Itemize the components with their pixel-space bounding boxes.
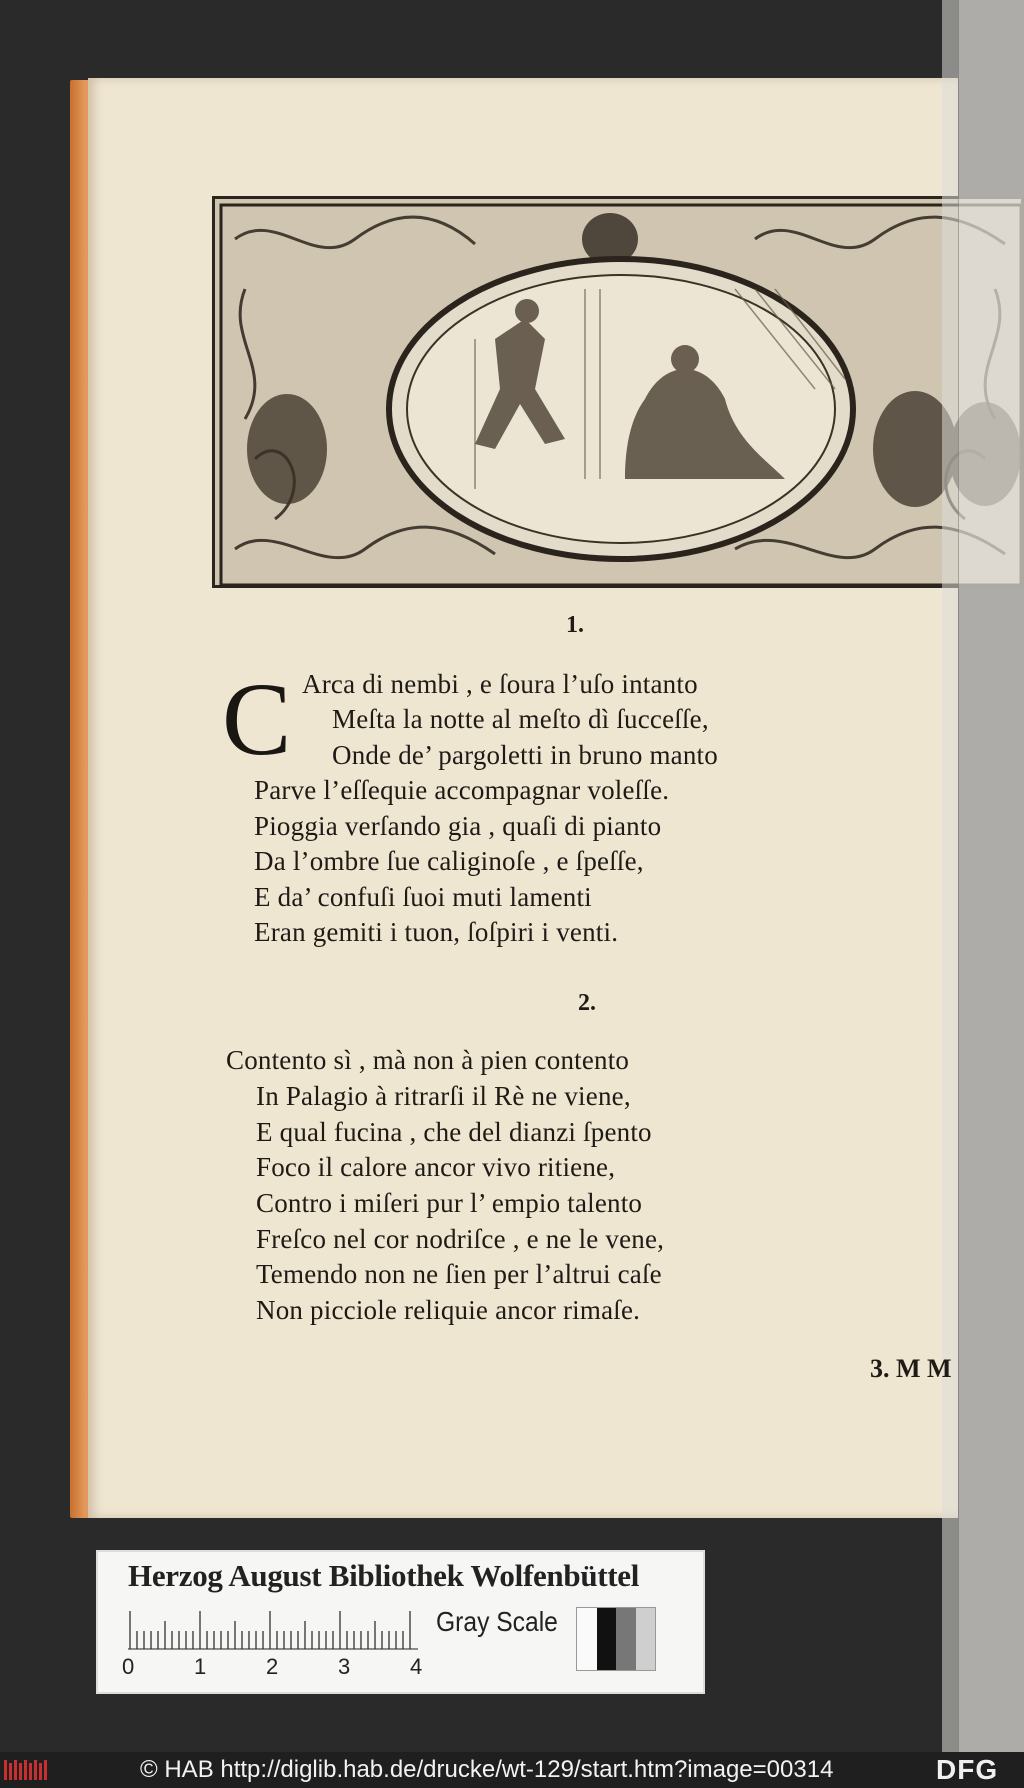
verse-line: Arca di nembi , e ſoura l’uſo intanto <box>302 669 698 699</box>
ruler-numbers <box>122 1654 442 1684</box>
drop-cap: C <box>222 662 292 777</box>
footer-copyright-link[interactable]: © HAB http://diglib.hab.de/drucke/wt-129/start.htm?image=00314 <box>140 1756 834 1783</box>
verse-line: Contro i miſeri pur l’ empio talento <box>256 1188 643 1218</box>
verse-line: Da l’ombre ſue caliginoſe , e ſpeſſe, <box>254 846 644 876</box>
ruler-scale <box>128 1610 418 1650</box>
hab-logo-icon <box>4 1758 48 1782</box>
dfg-logo: DFG <box>936 1754 999 1785</box>
color-reference-card <box>98 1552 703 1692</box>
verse-line: Freſco nel cor nodriſce , e ne le vene, <box>256 1224 665 1254</box>
verse-line: Onde de’ pargoletti in bruno manto <box>332 740 718 770</box>
verse-line: Eran gemiti i tuon, ſoſpiri i venti. <box>254 917 619 947</box>
gray-scale-label: Gray Scale <box>436 1606 558 1637</box>
verse-line: Pioggia verſando gia , quaſi di pianto <box>254 811 662 841</box>
catchword-signature: 3. M M <box>870 1354 952 1383</box>
engraved-headpiece <box>212 196 1024 588</box>
engraving-illustration <box>215 199 1024 588</box>
gray-scale-swatch <box>576 1607 656 1671</box>
ruler-number: 3 <box>338 1654 351 1679</box>
verse-line: Foco il calore ancor vivo ritiene, <box>256 1152 616 1182</box>
ruler-number: 2 <box>266 1654 279 1679</box>
verse-line: E qual fucina , che del dianzi ſpento <box>256 1117 652 1147</box>
stanza-number: 1. <box>566 612 584 638</box>
verse-line: Temendo non ne ſien per l’altrui caſe <box>256 1259 662 1289</box>
verse-line: In Palagio à ritrarſi il Rè ne viene, <box>256 1081 631 1111</box>
verse-line: Contento sì , mà non à pien contento <box>226 1045 630 1075</box>
footer-bar <box>0 1752 1024 1788</box>
ruler-number: 0 <box>122 1654 135 1679</box>
verse-line: Non picciole reliquie ancor rimaſe. <box>256 1295 641 1325</box>
ruler-number: 1 <box>194 1654 207 1679</box>
ruler-number: 4 <box>410 1654 423 1679</box>
transparent-overlay-edge <box>958 0 1024 1752</box>
verse-line: Meſta la notte al meſto dì ſucceſſe, <box>332 704 709 734</box>
card-title: Herzog August Bibliothek Wolfenbüttel <box>128 1558 640 1593</box>
stanza-number: 2. <box>578 990 596 1016</box>
verse-line: E da’ confuſi ſuoi muti lamenti <box>254 882 592 912</box>
verse-line: Parve l’eſſequie accompagnar voleſſe. <box>254 775 670 805</box>
